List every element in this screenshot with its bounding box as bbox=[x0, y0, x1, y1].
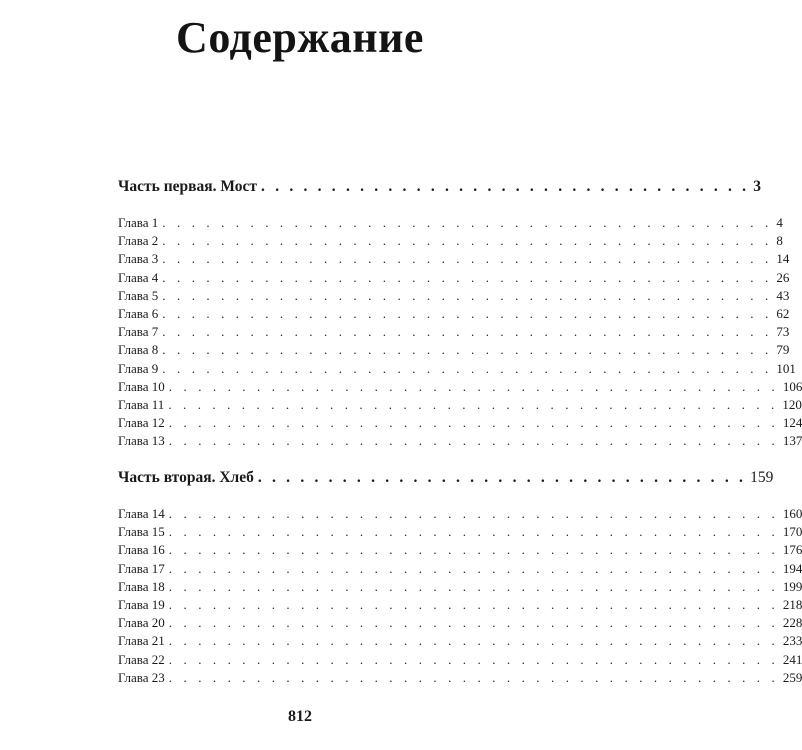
dot-leader: . . . . . . . . . . . . . . . . . . . . . . . . . . . . . . . . . . . bbox=[257, 469, 747, 486]
dot-leader: . . . . . . . . . . . . . . . . . . . . . . . . . . . . . . . . . . . . . . . . . . bbox=[168, 615, 779, 631]
chapter-row bbox=[118, 232, 783, 250]
chapter-title: Глава 14 bbox=[118, 506, 165, 521]
chapter-title: Глава 5 bbox=[118, 287, 159, 303]
dot-leader: . . . . . . . . . . . . . . . . . . . . . . . . . . . . . . . . . . . . . . . . . . bbox=[168, 542, 779, 558]
chapter-row bbox=[118, 378, 802, 396]
dot-leader: . . . . . . . . . . . . . . . . . . . . . . . . . . . . . . . . . . . . . . . . . . bbox=[168, 578, 779, 594]
chapter-page-number: 4 bbox=[776, 215, 783, 230]
part-page-number: 3 bbox=[753, 178, 761, 195]
chapter-title: Глава 15 bbox=[118, 524, 165, 540]
dot-leader: . . . . . . . . . . . . . . . . . . . . . . . . . . . . . . . . . . . . . . . . . . bbox=[168, 415, 779, 431]
chapter-page-number: 218 bbox=[782, 596, 802, 612]
dot-leader: . . . . . . . . . . . . . . . . . . . . . . . . . . . . . . . . . . . . . . . . . . bbox=[168, 433, 779, 449]
part-title: Часть первая. Мост bbox=[118, 178, 258, 195]
chapter-row bbox=[118, 560, 802, 578]
page-title: Содержание bbox=[176, 13, 424, 62]
chapter-title: Глава 13 bbox=[118, 433, 165, 449]
chapter-title: Глава 8 bbox=[118, 342, 159, 358]
chapter-page-number: 101 bbox=[776, 360, 796, 376]
chapter-row bbox=[118, 396, 802, 414]
toc-part-1 bbox=[118, 176, 761, 198]
chapter-page-number: 228 bbox=[782, 615, 802, 631]
dot-leader: . . . . . . . . . . . . . . . . . . . . . . . . . . . . . . . . . . . . . . . . . . bbox=[168, 651, 779, 667]
dot-leader: . . . . . . . . . . . . . . . . . . . . . . . . . . . . . . . . . . . . . . . . . . bbox=[162, 305, 773, 321]
chapter-row bbox=[118, 578, 802, 596]
chapter-page-number: 73 bbox=[776, 324, 790, 340]
chapter-title: Глава 6 bbox=[118, 305, 159, 321]
chapter-title: Глава 3 bbox=[118, 251, 159, 267]
toc-part-2 bbox=[118, 467, 774, 489]
toc-chapters-part-1 bbox=[118, 214, 802, 450]
dot-leader: . . . . . . . . . . . . . . . . . . . . . . . . . . . . . . . . . . . . . . . . . . bbox=[162, 215, 773, 230]
dot-leader: . . . . . . . . . . . . . . . . . . . . . . . . . . . . . . . . . . . . . . . . . . bbox=[162, 324, 773, 340]
chapter-row bbox=[118, 323, 790, 341]
chapter-title: Глава 19 bbox=[118, 596, 165, 612]
chapter-row bbox=[118, 414, 802, 432]
chapter-row bbox=[118, 341, 790, 359]
dot-leader: . . . . . . . . . . . . . . . . . . . . . . . . . . . . . . . . . . . . . . . . . . bbox=[162, 269, 773, 285]
chapter-page-number: 170 bbox=[782, 524, 802, 540]
chapter-row bbox=[118, 432, 802, 450]
chapter-row bbox=[118, 541, 802, 559]
chapter-page-number: 79 bbox=[776, 342, 790, 358]
chapter-page-number: 120 bbox=[782, 396, 802, 412]
chapter-row bbox=[118, 214, 783, 232]
chapter-page-number: 241 bbox=[782, 651, 802, 667]
dot-leader: . . . . . . . . . . . . . . . . . . . . . . . . . . . . . . . . . . . . . . . . . . bbox=[168, 396, 779, 412]
page-number: 812 bbox=[288, 708, 312, 725]
chapter-title: Глава 10 bbox=[118, 378, 165, 394]
dot-leader: . . . . . . . . . . . . . . . . . . . . . . . . . . . . . . . . . . . . . . . . . . bbox=[168, 506, 779, 521]
chapter-title: Глава 11 bbox=[118, 396, 165, 412]
chapter-row bbox=[118, 669, 802, 687]
chapter-page-number: 14 bbox=[776, 251, 790, 267]
chapter-title: Глава 16 bbox=[118, 542, 165, 558]
chapter-page-number: 160 bbox=[782, 506, 802, 521]
chapter-row bbox=[118, 287, 790, 305]
chapter-title: Глава 18 bbox=[118, 578, 165, 594]
chapter-page-number: 233 bbox=[782, 633, 802, 649]
chapter-page-number: 43 bbox=[776, 287, 790, 303]
dot-leader: . . . . . . . . . . . . . . . . . . . . . . . . . . . . . . . . . . . . . . . . . . bbox=[168, 524, 779, 540]
chapter-row bbox=[118, 632, 802, 650]
part-page-number: 159 bbox=[750, 469, 774, 486]
part-heading bbox=[118, 467, 774, 489]
chapter-title: Глава 20 bbox=[118, 615, 165, 631]
chapter-row bbox=[118, 523, 802, 541]
dot-leader: . . . . . . . . . . . . . . . . . . . . . . . . . . . . . . . . . . . . . . . . . . bbox=[162, 360, 773, 376]
dot-leader: . . . . . . . . . . . . . . . . . . . . . . . . . . . . . . . . . . . . . . . . . . bbox=[168, 560, 779, 576]
chapter-page-number: 8 bbox=[776, 233, 783, 249]
chapter-row bbox=[118, 269, 790, 287]
chapter-row bbox=[118, 505, 802, 523]
dot-leader: . . . . . . . . . . . . . . . . . . . . . . . . . . . . . . . . . . . . . . . . . . bbox=[162, 287, 773, 303]
dot-leader: . . . . . . . . . . . . . . . . . . . . . . . . . . . . . . . . . . . . . . . . . . bbox=[168, 633, 779, 649]
chapter-title: Глава 17 bbox=[118, 560, 165, 576]
chapter-page-number: 194 bbox=[782, 560, 802, 576]
dot-leader: . . . . . . . . . . . . . . . . . . . . . . . . . . . . . . . . . . . . . . . . . . bbox=[162, 251, 773, 267]
chapter-row bbox=[118, 360, 796, 378]
dot-leader: . . . . . . . . . . . . . . . . . . . . . . . . . . . . . . . . . . . . . . . . . . bbox=[162, 233, 773, 249]
dot-leader: . . . . . . . . . . . . . . . . . . . . . . . . . . . . . . . . . . . . . . . . . . bbox=[168, 669, 779, 685]
chapter-row bbox=[118, 250, 790, 268]
dot-leader: . . . . . . . . . . . . . . . . . . . . . . . . . . . . . . . . . . . bbox=[261, 178, 750, 195]
chapter-title: Глава 1 bbox=[118, 215, 159, 230]
dot-leader: . . . . . . . . . . . . . . . . . . . . . . . . . . . . . . . . . . . . . . . . . . bbox=[162, 342, 773, 358]
chapter-page-number: 259 bbox=[782, 669, 802, 685]
chapter-title: Глава 7 bbox=[118, 324, 159, 340]
toc-chapters-part-2 bbox=[118, 505, 802, 687]
chapter-row bbox=[118, 305, 790, 323]
part-title: Часть вторая. Хлеб bbox=[118, 469, 254, 486]
chapter-page-number: 62 bbox=[776, 305, 790, 321]
chapter-title: Глава 22 bbox=[118, 651, 165, 667]
chapter-title: Глава 4 bbox=[118, 269, 159, 285]
dot-leader: . . . . . . . . . . . . . . . . . . . . . . . . . . . . . . . . . . . . . . . . . . bbox=[168, 596, 779, 612]
chapter-title: Глава 23 bbox=[118, 669, 165, 685]
chapter-page-number: 176 bbox=[782, 542, 802, 558]
dot-leader: . . . . . . . . . . . . . . . . . . . . . . . . . . . . . . . . . . . . . . . . . . bbox=[168, 378, 779, 394]
chapter-title: Глава 9 bbox=[118, 360, 159, 376]
chapter-page-number: 106 bbox=[782, 378, 802, 394]
chapter-row bbox=[118, 651, 802, 669]
chapter-page-number: 199 bbox=[782, 578, 802, 594]
part-heading bbox=[118, 176, 761, 198]
chapter-title: Глава 2 bbox=[118, 233, 159, 249]
chapter-page-number: 26 bbox=[776, 269, 790, 285]
chapter-page-number: 124 bbox=[782, 415, 802, 431]
chapter-row bbox=[118, 614, 802, 632]
chapter-title: Глава 21 bbox=[118, 633, 165, 649]
chapter-row bbox=[118, 596, 802, 614]
chapter-title: Глава 12 bbox=[118, 415, 165, 431]
chapter-page-number: 137 bbox=[782, 433, 802, 449]
